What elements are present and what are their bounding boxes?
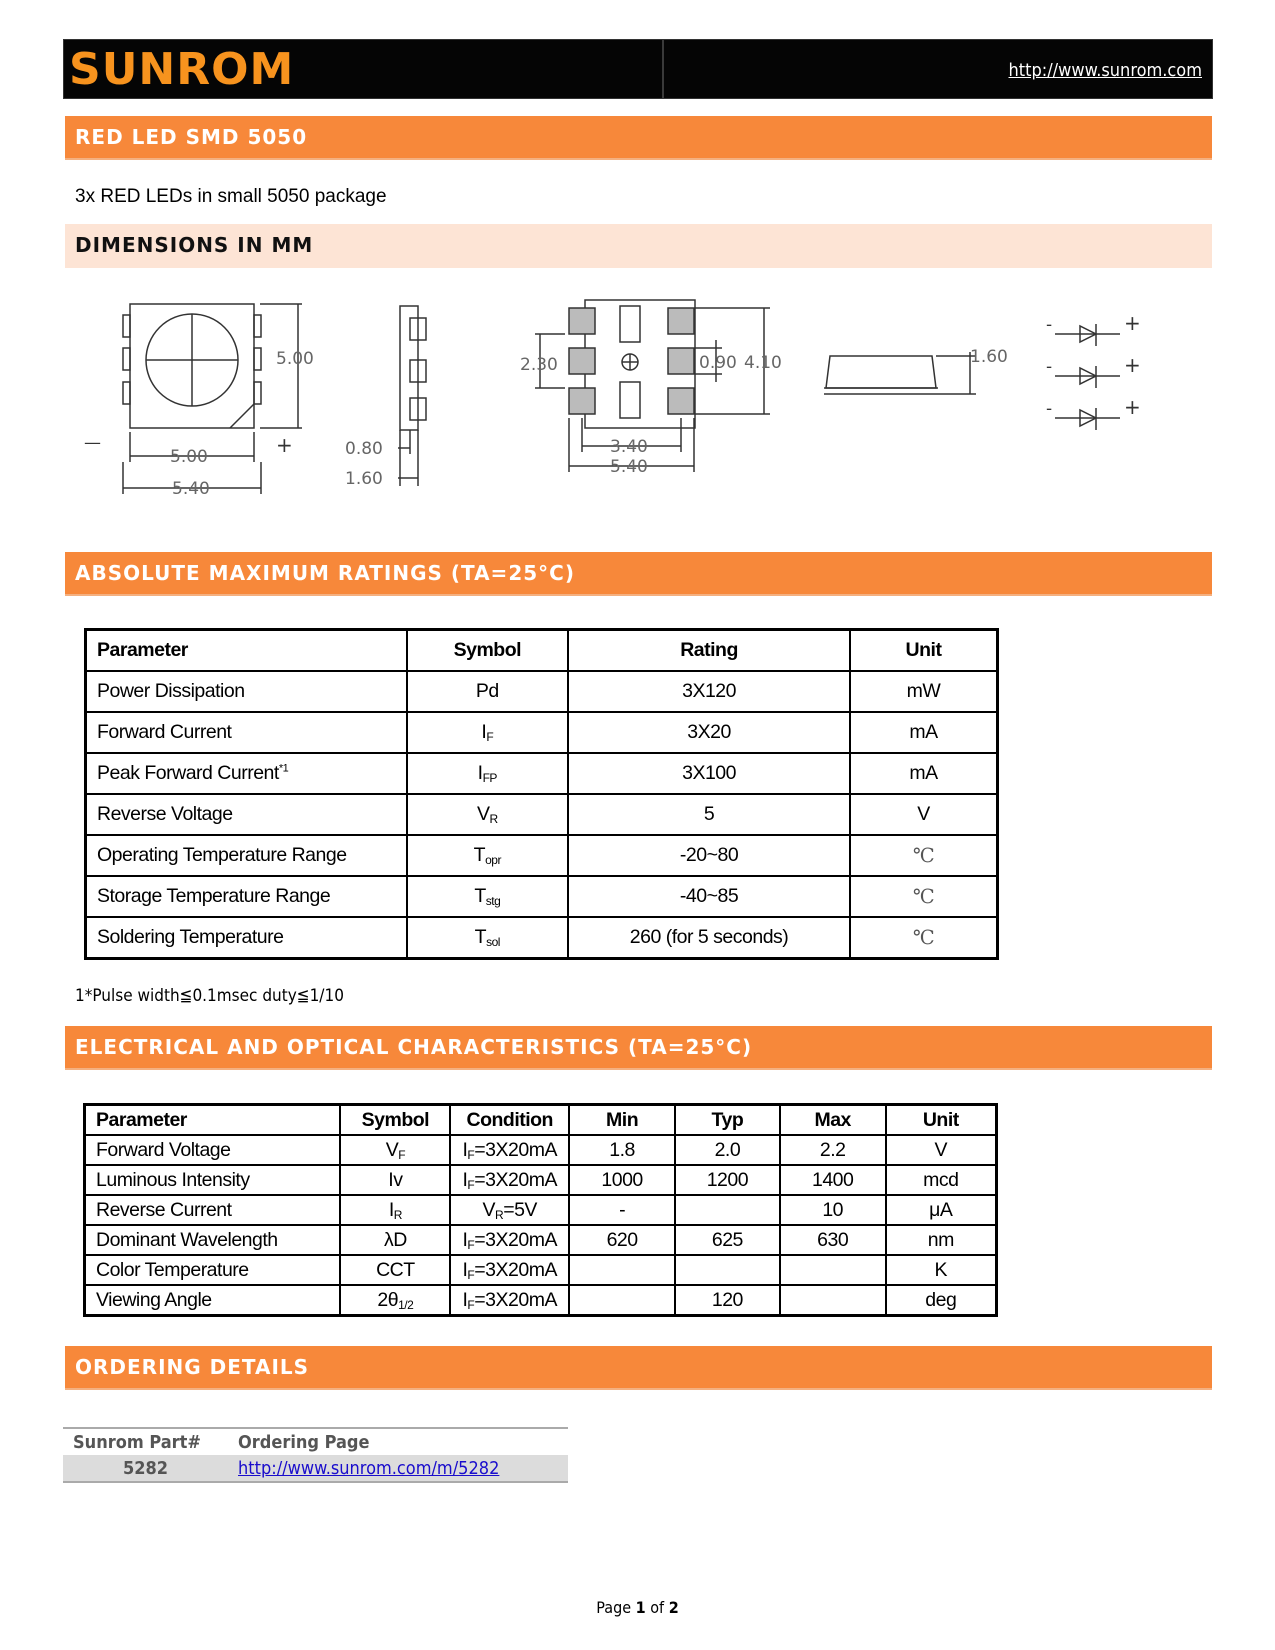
eoc-col-parameter: Parameter <box>85 1105 341 1136</box>
dim-5-00-horizontal: 5.00 <box>170 447 208 467</box>
dim-1-60-a: 1.60 <box>345 469 383 489</box>
ordering-link-cell <box>228 1455 568 1482</box>
eoc-col-symbol: Symbol <box>340 1105 450 1136</box>
dim-1-60-b: 1.60 <box>970 347 1008 367</box>
diode-plus: + <box>1124 353 1141 377</box>
product-description: 3x RED LEDs in small 5050 package <box>75 186 387 207</box>
dimension-drawing <box>80 290 1190 520</box>
rating-cell: -20~80 <box>568 835 850 876</box>
table-row <box>85 1135 997 1165</box>
symbol-cell: $V_R$ <box>407 794 569 835</box>
condition-cell: $I_F=3X20mA$ <box>450 1135 569 1165</box>
table-row <box>85 1195 997 1225</box>
unit-cell: mA <box>850 712 998 753</box>
table-row <box>86 712 998 753</box>
typ-cell: 120 <box>675 1285 780 1316</box>
param-cell: Storage Temperature Range <box>86 876 407 917</box>
dim-5-00-vertical: 5.00 <box>276 349 314 369</box>
typ-cell <box>675 1195 780 1225</box>
diode-plus: + <box>1124 311 1141 335</box>
eoc-col-condition: Condition <box>450 1105 569 1136</box>
param-cell: Forward Current <box>86 712 407 753</box>
dim-4-10: 4.10 <box>744 353 782 373</box>
rating-cell: 5 <box>568 794 850 835</box>
unit-cell: ℃ <box>850 876 998 917</box>
sunrom-logo: SUNROM <box>69 44 295 95</box>
unit-cell: ℃ <box>850 835 998 876</box>
max-cell: 630 <box>780 1225 886 1255</box>
eoc-col-max: Max <box>780 1105 886 1136</box>
max-cell: 2.2 <box>780 1135 886 1165</box>
condition-cell: $I_F=3X20mA$ <box>450 1225 569 1255</box>
unit-cell: V <box>850 794 998 835</box>
symbol-cell: $T_{stg}$ <box>407 876 569 917</box>
min-cell: 620 <box>569 1225 675 1255</box>
eoc-col-typ: Typ <box>675 1105 780 1136</box>
symbol-cell: $I_F$ <box>407 712 569 753</box>
symbol-cell: $V_F$ <box>340 1135 450 1165</box>
eoc-col-min: Min <box>569 1105 675 1136</box>
symbol-cell: Iv <box>340 1165 450 1195</box>
param-cell: Forward Voltage <box>85 1135 341 1165</box>
rating-cell: 3X100 <box>568 753 850 794</box>
symbol-cell: Pd <box>407 671 569 712</box>
header-divider <box>662 40 664 98</box>
dimensions-heading: DIMENSIONS IN MM <box>65 224 1212 268</box>
minus-mark: — <box>84 433 101 453</box>
dim-0-90: 0.90 <box>699 353 737 373</box>
symbol-cell: $T_{opr}$ <box>407 835 569 876</box>
table-row <box>86 835 998 876</box>
footer-page-label: Page <box>596 1598 636 1617</box>
page-header <box>63 39 1213 99</box>
condition-cell: $I_F=3X20mA$ <box>450 1165 569 1195</box>
dim-5-40-b: 5.40 <box>610 457 648 477</box>
symbol-cell: $2\theta_{1/2}$ <box>340 1285 450 1316</box>
min-cell: 1000 <box>569 1165 675 1195</box>
rating-cell: -40~85 <box>568 876 850 917</box>
symbol-cell: $I_{FP}$ <box>407 753 569 794</box>
param-cell: Luminous Intensity <box>85 1165 341 1195</box>
max-cell: 10 <box>780 1195 886 1225</box>
dim-5-40-a: 5.40 <box>172 479 210 499</box>
max-cell <box>780 1285 886 1316</box>
typ-cell: 2.0 <box>675 1135 780 1165</box>
param-cell: Peak Forward Current$^{*1}$ <box>86 753 407 794</box>
dim-2-30: 2.30 <box>520 355 558 375</box>
ordering-heading: ORDERING DETAILS <box>65 1346 1212 1390</box>
dim-3-40: 3.40 <box>610 437 648 457</box>
rating-cell: 3X20 <box>568 712 850 753</box>
amr-col-symbol: Symbol <box>407 630 569 672</box>
param-cell: Color Temperature <box>85 1255 341 1285</box>
condition-cell: $I_F=3X20mA$ <box>450 1285 569 1316</box>
part-number: 5282 <box>63 1455 228 1482</box>
footer-page-number: 1 <box>635 1598 646 1617</box>
amr-col-rating: Rating <box>568 630 850 672</box>
eoc-header-row <box>85 1105 997 1136</box>
typ-cell: 1200 <box>675 1165 780 1195</box>
param-cell: Soldering Temperature <box>86 917 407 959</box>
unit-cell: mcd <box>886 1165 997 1195</box>
profile-view-body <box>826 356 936 388</box>
param-cell: Operating Temperature Range <box>86 835 407 876</box>
symbol-cell: $T_{sol}$ <box>407 917 569 959</box>
side-view-body <box>400 306 418 430</box>
plus-mark: + <box>276 433 293 457</box>
unit-cell: K <box>886 1255 997 1285</box>
table-row <box>85 1285 997 1316</box>
table-row <box>86 917 998 959</box>
condition-cell: $V_R=5V$ <box>450 1195 569 1225</box>
unit-cell: V <box>886 1135 997 1165</box>
ordering-table <box>63 1427 568 1483</box>
min-cell: 1.8 <box>569 1135 675 1165</box>
diode-minus: - <box>1046 399 1053 419</box>
eoc-heading: ELECTRICAL AND OPTICAL CHARACTERISTICS (TA=25°C) <box>65 1026 1212 1070</box>
min-cell <box>569 1285 675 1316</box>
max-cell <box>780 1255 886 1285</box>
typ-cell <box>675 1255 780 1285</box>
diode-minus: - <box>1046 315 1053 335</box>
ordering-page-link[interactable]: http://www.sunrom.com/m/5282 <box>238 1457 500 1479</box>
ordering-col-part: Sunrom Part# <box>63 1428 228 1455</box>
eoc-col-unit: Unit <box>886 1105 997 1136</box>
diode-schematic-icon <box>1055 324 1120 430</box>
table-row <box>86 671 998 712</box>
unit-cell: mA <box>850 753 998 794</box>
table-row <box>85 1165 997 1195</box>
footer-page-total: 2 <box>668 1598 679 1617</box>
unit-cell: mW <box>850 671 998 712</box>
unit-cell: μA <box>886 1195 997 1225</box>
param-cell: Viewing Angle <box>85 1285 341 1316</box>
amr-header-row <box>86 630 998 672</box>
diode-plus: + <box>1124 395 1141 419</box>
symbol-cell: λD <box>340 1225 450 1255</box>
param-cell: Reverse Current <box>85 1195 341 1225</box>
table-row <box>63 1455 568 1482</box>
typ-cell: 625 <box>675 1225 780 1255</box>
symbol-cell: CCT <box>340 1255 450 1285</box>
amr-table <box>84 628 999 960</box>
unit-cell: ℃ <box>850 917 998 959</box>
diode-minus: - <box>1046 357 1053 377</box>
footer-of-label: of <box>645 1598 669 1617</box>
amr-heading: ABSOLUTE MAXIMUM RATINGS (TA=25°C) <box>65 552 1212 596</box>
table-row <box>85 1255 997 1285</box>
ordering-col-page: Ordering Page <box>228 1428 568 1455</box>
unit-cell: deg <box>886 1285 997 1316</box>
amr-col-unit: Unit <box>850 630 998 672</box>
amr-col-parameter: Parameter <box>86 630 407 672</box>
product-title-band: RED LED SMD 5050 <box>65 116 1212 160</box>
symbol-cell: $I_R$ <box>340 1195 450 1225</box>
max-cell: 1400 <box>780 1165 886 1195</box>
table-row <box>85 1225 997 1255</box>
param-cell: Power Dissipation <box>86 671 407 712</box>
unit-cell: nm <box>886 1225 997 1255</box>
min-cell <box>569 1255 675 1285</box>
rating-cell: 3X120 <box>568 671 850 712</box>
table-row <box>86 794 998 835</box>
eoc-table <box>83 1103 998 1317</box>
website-link[interactable]: http://www.sunrom.com <box>1008 60 1202 81</box>
dim-0-80: 0.80 <box>345 439 383 459</box>
rating-cell: 260 (for 5 seconds) <box>568 917 850 959</box>
table-row <box>86 876 998 917</box>
pulse-footnote: 1*Pulse width≦0.1msec duty≦1/10 <box>75 986 344 1006</box>
min-cell: - <box>569 1195 675 1225</box>
param-cell: Reverse Voltage <box>86 794 407 835</box>
condition-cell: $I_F=3X20mA$ <box>450 1255 569 1285</box>
ordering-header-row <box>63 1428 568 1455</box>
table-row <box>86 753 998 794</box>
param-cell: Dominant Wavelength <box>85 1225 341 1255</box>
page-footer <box>0 1598 1275 1617</box>
